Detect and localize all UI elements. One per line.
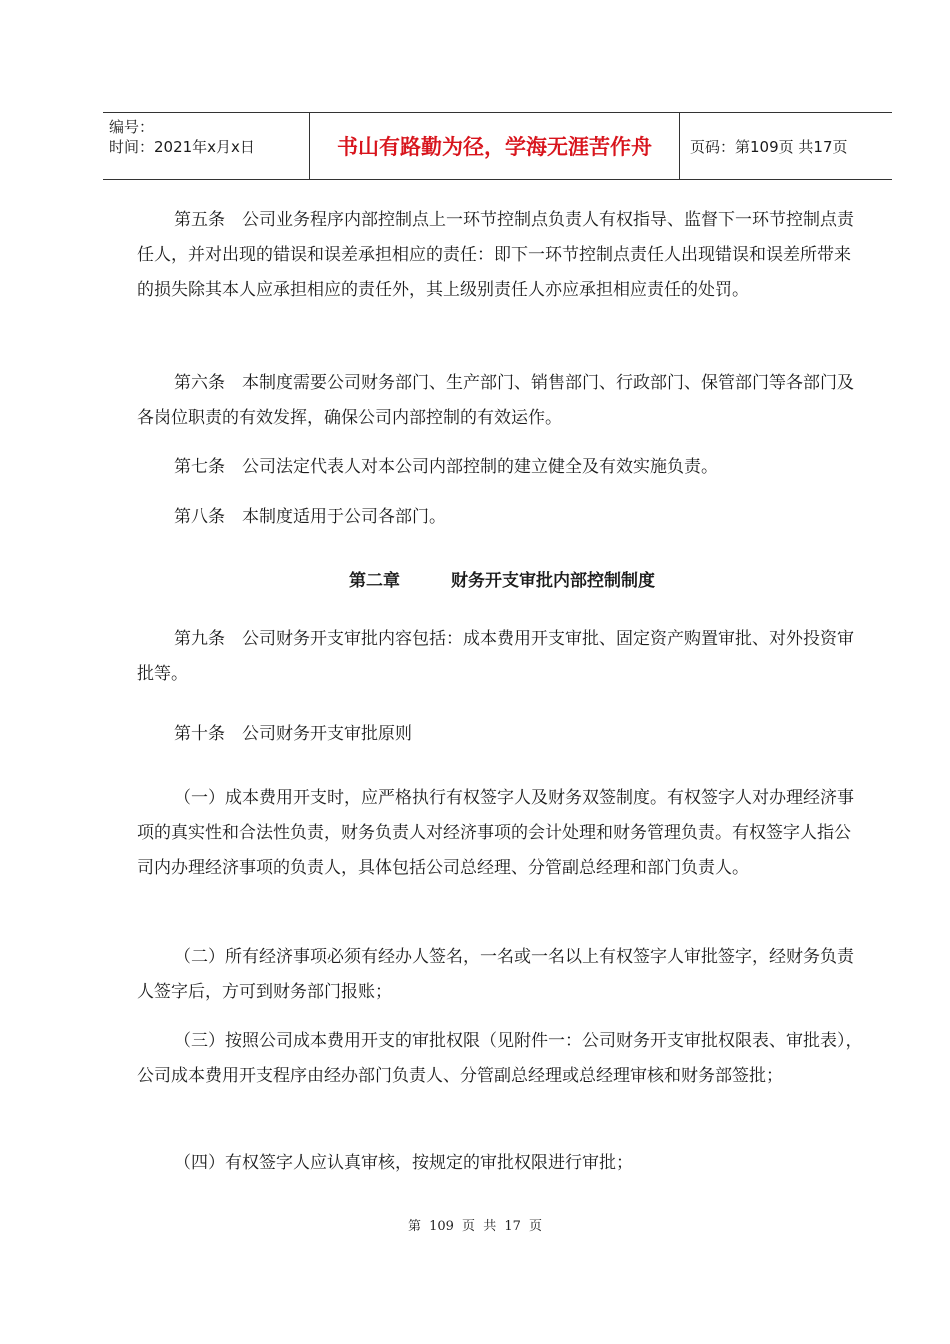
chapter-title: 第二章 财务开支审批内部控制制度 <box>349 571 655 591</box>
clause-1: （一）成本费用开支时，应严格执行有权签字人及财务双签制度。有权签字人对办理经济事项的真实性和合法性负责，财务负责人对经济事项的会计处理和财务管理负责。有权签字人指公司内办理经济事项的负责人，具体包括公司总经理、分管副总经理和部门负责人。 <box>137 788 854 878</box>
clause-4: （四）有权签字人应认真审核，按规定的审批权限进行审批； <box>174 1153 633 1173</box>
page-header <box>103 112 892 180</box>
article-5: 第五条 公司业务程序内部控制点上一环节控制点负责人有权指导、监督下一环节控制点责任人，并对出现的错误和误差承担相应的责任：即下一环节控制点责任人出现错误和误差所带来的损失除其本人应承担相应的责任外，其上级别责任人亦应承担相应责任的处罚。 <box>137 210 854 300</box>
article-7: 第七条 公司法定代表人对本公司内部控制的建立健全及有效实施负责。 <box>174 457 718 477</box>
header-motto: 书山有路勤为径，学海无涯苦作舟 <box>310 113 680 179</box>
time-label: 时间：2021年x月x日 <box>109 138 255 156</box>
serial-label: 编号： <box>109 118 155 136</box>
header-meta <box>103 113 310 179</box>
article-6: 第六条 本制度需要公司财务部门、生产部门、销售部门、行政部门、保管部门等各部门及各岗位职责的有效发挥，确保公司内部控制的有效运作。 <box>137 373 854 428</box>
article-8: 第八条 本制度适用于公司各部门。 <box>174 507 446 527</box>
header-page-number: 页码：第109页 共17页 <box>690 137 848 156</box>
clause-3: （三）按照公司成本费用开支的审批权限（见附件一：公司财务开支审批权限表、审批表），公司成本费用开支程序由经办部门负责人、分管副总经理或总经理审核和财务部签批； <box>137 1031 863 1086</box>
page-footer: 第 109 页 共 17 页 <box>407 1219 543 1234</box>
article-10: 第十条 公司财务开支审批原则 <box>174 724 412 744</box>
clause-2: （二）所有经济事项必须有经办人签名，一名或一名以上有权签字人审批签字，经财务负责人签字后，方可到财务部门报账； <box>137 947 854 1002</box>
article-9: 第九条 公司财务开支审批内容包括：成本费用开支审批、固定资产购置审批、对外投资审批等。 <box>137 629 854 684</box>
